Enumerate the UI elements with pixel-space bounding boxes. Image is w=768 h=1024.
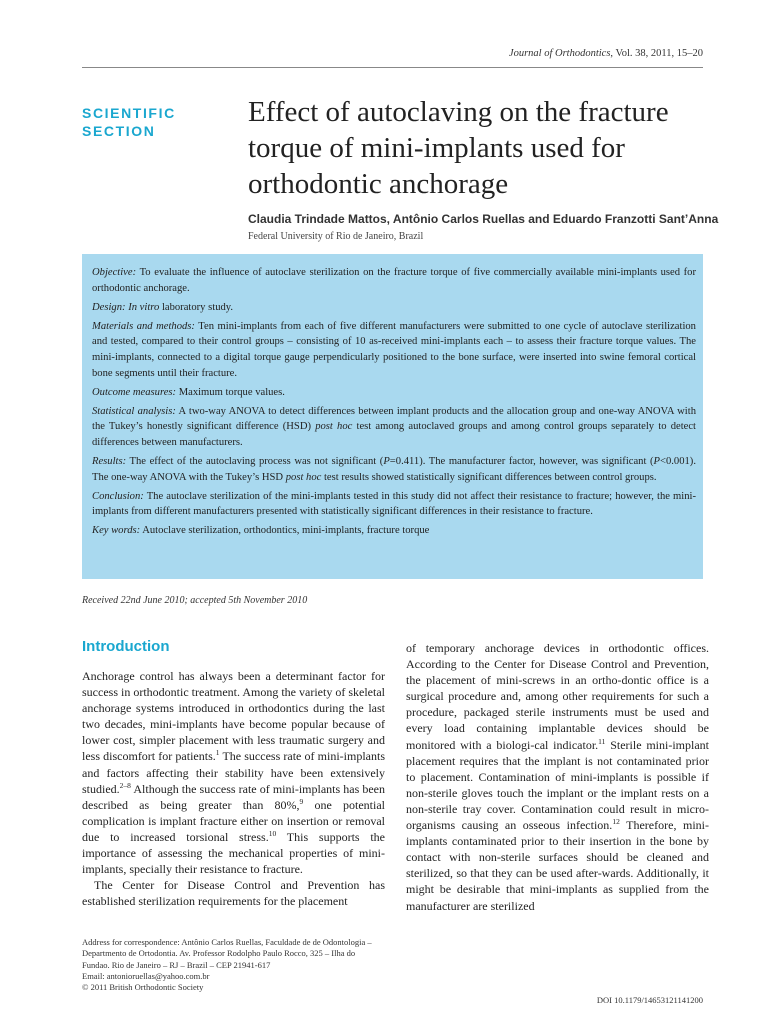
- abstract-keywords: [92, 523, 696, 539]
- results-text-3: <0.001). The one-way ANOVA with the Tukey’s HSD: [92, 456, 696, 483]
- correspondence-footnote: [82, 937, 382, 993]
- citation-superscript: 11: [598, 736, 606, 746]
- left-paragraph-2: The Center for Disease Control and Prevention has established sterilization requirements for the placement: [82, 878, 385, 909]
- results-p1: P: [383, 456, 390, 468]
- stat-text-2: test among autoclaved groups and among control groups separately to detect differences between manufacturers.: [92, 421, 696, 448]
- stat-text-1: A two-way ANOVA to detect differences between implant products and the allocation group and one-way ANOVA with the Tukey’s honestly significant difference (HSD): [92, 405, 696, 433]
- outcome-label: Outcome measures:: [92, 386, 177, 398]
- left-p1-b: The success rate of mini-implants and factors affecting their stability have been extensively studied.: [82, 749, 385, 796]
- left-p1-a: Anchorage control has always been a determinant factor for success in orthodontic treatment. Among the variety of skeletal anchorage systems introduced in orthodontics during the last two decades, mini-implants have become popular because of lower cost, simpler placement with less traumatic surgery and less discomfort for patients.: [82, 669, 385, 764]
- left-column: [82, 668, 385, 909]
- results-text-2: =0.411). The manufacturer factor, however, was significant (: [389, 456, 654, 468]
- citation-superscript: 2–8: [119, 780, 131, 790]
- results-label: Results:: [92, 456, 127, 468]
- article-title: Effect of autoclaving on the fracture torque of mini-implants used for orthodontic anchorage: [248, 96, 669, 200]
- right-p1-b: Sterile mini-implant placement requires that the implant is not contaminated prior to placement. Contamination of mini-implants is possible if non-sterile gloves touch the implant or the implant rests on a non-sterile tray cover. Contamination could result in micro-organisms causing an osseous infection.: [406, 737, 709, 833]
- copyright: © 2011 British Orthodontic Society: [82, 982, 204, 993]
- results-italic: post hoc: [285, 471, 322, 483]
- right-p1-c: Therefore, mini-implants contaminated prior to their insertion in the bone by contact with non-sterile surfaces should be cleaned and sterilized, so that they can be used after-wards. Additionally, it might be desirable that mini-implants as supplied from the manufacturer are sterilized: [406, 818, 709, 913]
- objective-text: To evaluate the influence of autoclave sterilization on the fracture torque of five commercially available mini-implants used for orthodontic anchorage.: [92, 267, 696, 294]
- design-label: Design:: [92, 301, 126, 313]
- section-label: SCIENTIFIC SECTION: [82, 105, 176, 139]
- citation-superscript: 10: [268, 828, 277, 838]
- journal-citation: , Vol. 38, 2011, 15–20: [610, 48, 703, 59]
- abstract-design: [92, 300, 696, 316]
- authors: Claudia Trindade Mattos, Antônio Carlos Ruellas and Eduardo Franzotti Sant’Anna: [248, 212, 719, 226]
- intro-heading: Introduction: [82, 638, 170, 655]
- abstract-conclusion: [92, 489, 696, 520]
- methods-label: Materials and methods:: [92, 320, 195, 332]
- doi: DOI 10.1179/14653121141200: [596, 995, 703, 1005]
- abstract-objective: [92, 265, 696, 296]
- citation-superscript: 12: [612, 817, 620, 827]
- outcome-text: Maximum torque values.: [176, 386, 285, 398]
- correspondence-email: Email: antonioruellas@yahoo.com.br: [82, 970, 210, 981]
- received-date: Received 22nd June 2010; accepted 5th November 2010: [82, 595, 308, 606]
- results-text-4: test results showed statistically significant differences between control groups.: [321, 471, 657, 483]
- results-p2: P: [653, 456, 660, 468]
- stat-label: Statistical analysis:: [92, 405, 176, 417]
- affiliation: Federal University of Rio de Janeiro, Brazil: [248, 231, 424, 242]
- keywords-text: Autoclave sterilization, orthodontics, mini-implants, fracture torque: [140, 525, 430, 537]
- stat-italic: post hoc: [315, 421, 353, 433]
- journal-header: [509, 48, 703, 59]
- abstract-results: [92, 454, 696, 485]
- left-p1-d: one potential complication is implant fracture either on insertion or removal due to increased torsional stress.: [82, 797, 385, 844]
- correspondence-address: Address for correspondence: Antônio Carlos Ruellas, Faculdade de de Odontologia – Departmento de Ortodontia. Av. Professor Rodolpho Paulo Rocco, 325 – Ilha do Fundao. Rio de Janeiro – RJ – Brazil – CEP 21941-617: [82, 937, 372, 970]
- left-p1-e: This supports the importance of assessing the mechanical properties of mini-implants, specially their resistance to fracture.: [82, 829, 386, 877]
- keywords-label: Key words:: [92, 525, 141, 537]
- abstract-methods: [92, 319, 696, 381]
- right-p1-a: of temporary anchorage devices in orthodontic offices. According to the Center for Disease Control and Prevention, the placement of mini-screws in an ortho-dontic office is a surgical procedure and, among other requirements for such a procedure, packaged sterile instruments must be used and every load containing implantable devices should be monitored with a biologi-cal indicator.: [406, 641, 709, 752]
- journal-name: Journal of Orthodontics: [508, 48, 611, 59]
- objective-label: Objective:: [92, 267, 137, 278]
- design-text: laboratory study.: [159, 301, 234, 313]
- abstract-box: [82, 254, 703, 579]
- abstract-outcome: [92, 385, 696, 401]
- design-italic: In vitro: [125, 301, 160, 313]
- conclusion-text: The autoclave sterilization of the mini-implants tested in this study did not affect their resistance to fracture; however, the mini-implants from different manufacturers presented with statistically significant differences in their resistance to fracture.: [92, 490, 696, 518]
- header-rule: [82, 67, 703, 68]
- methods-text: Ten mini-implants from each of five different manufacturers were submitted to one cycle of autoclave sterilization and tested, compared to their control groups – consisting of 10 as-received mini-implants each – to assess their fracture torque values. The mini-implants, connected to a digital torque gauge perpendicularly positioned to the bone surface, were inserted into swine femoral cortical bone segments until their fracture.: [92, 320, 696, 379]
- citation-superscript: 9: [299, 796, 304, 806]
- results-text-1: The effect of the autoclaving process was not significant (: [126, 456, 384, 468]
- right-column: [406, 640, 709, 914]
- citation-superscript: 1: [215, 748, 220, 758]
- left-paragraph-1: [82, 668, 385, 877]
- right-paragraph-1: [406, 640, 709, 914]
- left-p1-c: Although the success rate of mini-implants has been described as being greater than 80%,: [82, 781, 385, 812]
- abstract-statistics: [92, 404, 696, 451]
- conclusion-label: Conclusion:: [92, 490, 144, 502]
